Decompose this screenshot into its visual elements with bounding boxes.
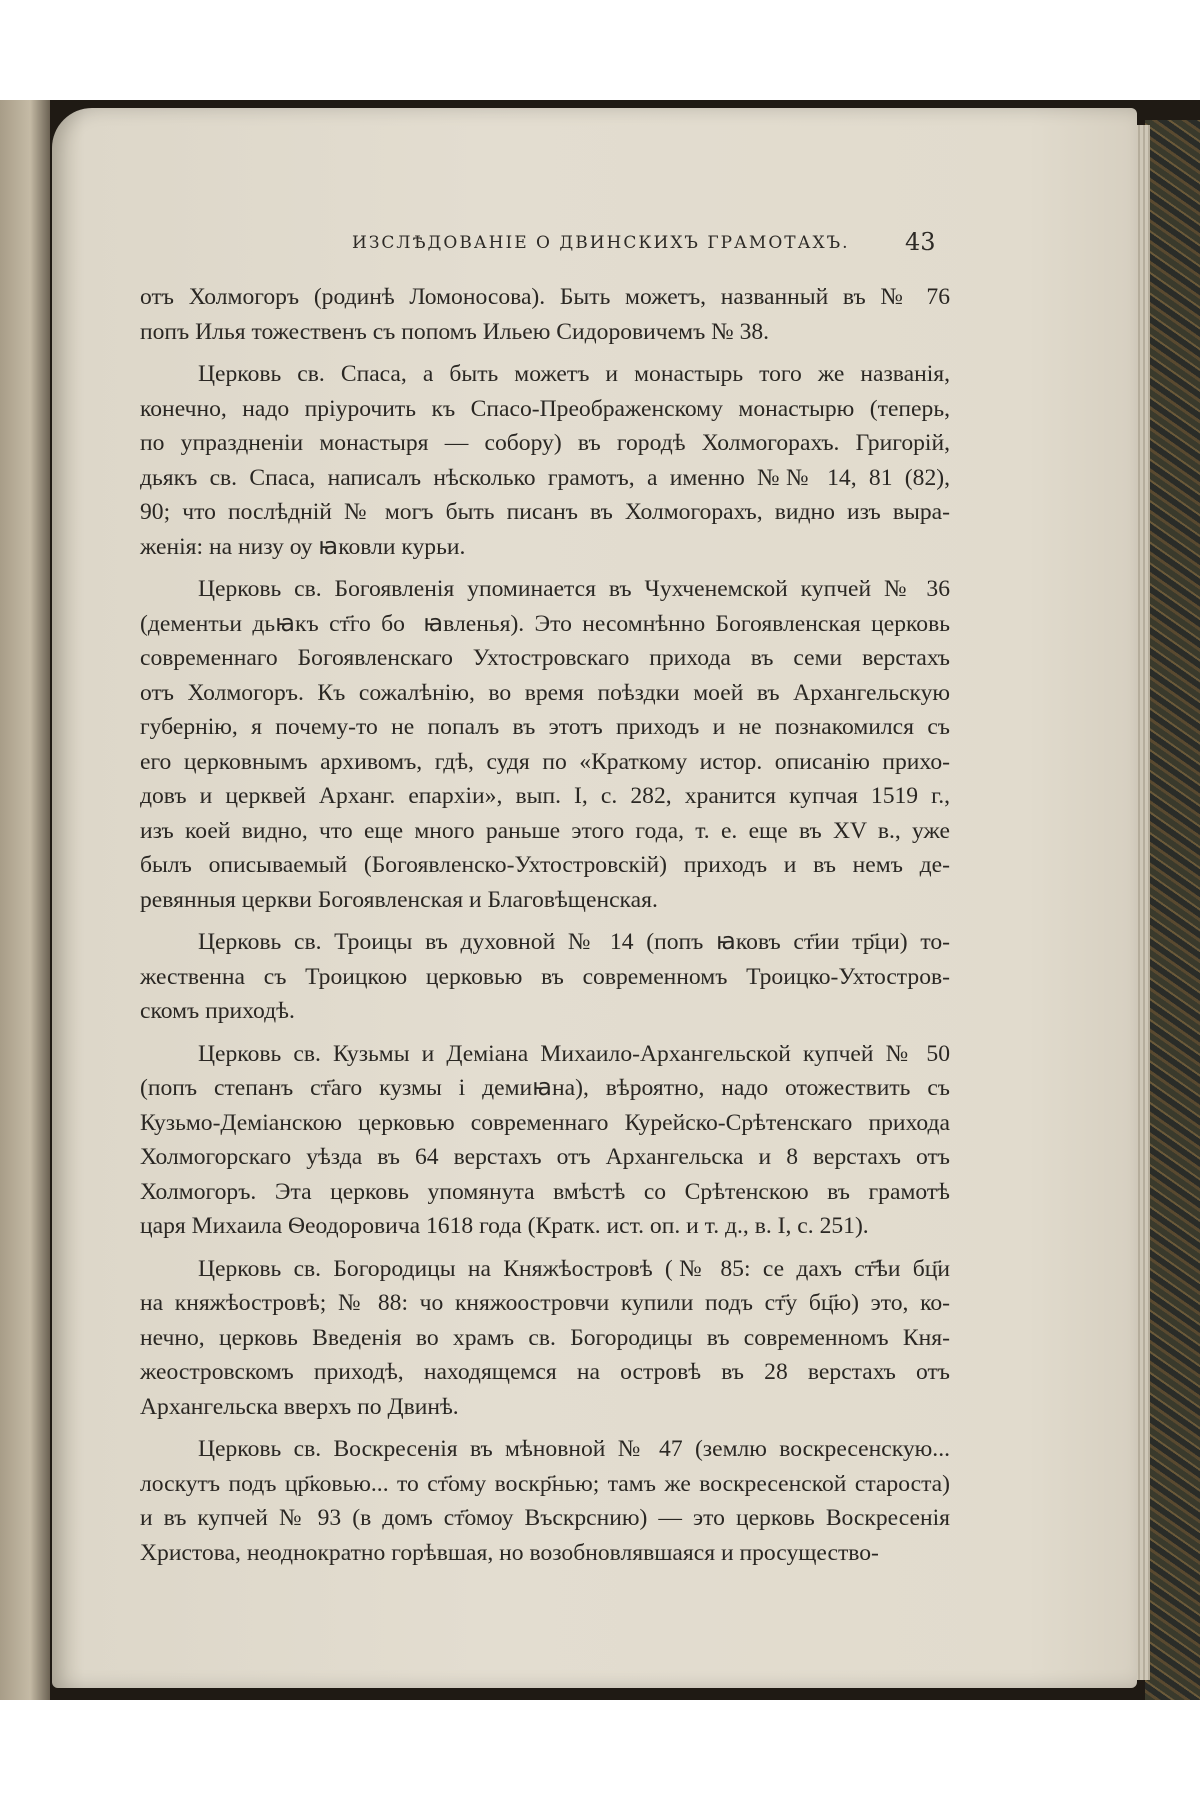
text-line: Кузьмо-Деміанскою церковью современнаго Курейско-Срѣтенскаго прихода [140, 1109, 950, 1136]
paragraph [140, 1432, 950, 1570]
text-line: лоскутъ подъ цр҃ковью... то ст҃ому воскр҃нью; тамъ же воскресенской староста) [140, 1470, 950, 1497]
text-line: Холмогоръ. Эта церковь упомянута вмѣстѣ со Срѣтенскою въ грамотѣ [140, 1178, 950, 1205]
text-line: Церковь св. Спаса, а быть можетъ и монастырь того же названія, [198, 361, 950, 387]
paragraph [140, 1252, 950, 1425]
text-line: скомъ приходѣ. [140, 998, 295, 1024]
text-line: Церковь св. Троицы въ духовной № 14 (попъ ꙗковъ ст҃ии тр҃ци) то- [198, 929, 950, 955]
book-binding [1145, 120, 1200, 1700]
text-line: конечно, надо пріурочить къ Спасо-Преображенскому монастырю (теперь, [140, 395, 950, 422]
text-line: Церковь св. Воскресенія въ мѣновной № 47 (землю воскресенскую... [198, 1436, 950, 1462]
text-line: изъ коей видно, что еще много раньше этого года, т. е. еще въ XV в., уже [140, 817, 950, 844]
text-line: нечно, церковь Введенія во храмъ св. Богородицы въ современномъ Кня- [140, 1324, 950, 1351]
text-line: (дементьи дьꙗкъ ст҃го бо꙯ꙗвленья). Это несомнѣнно Богоявленская церковь [140, 610, 950, 637]
paragraph-gap [140, 564, 950, 572]
paragraph-gap [140, 1424, 950, 1432]
text-line: губернію, я почему-то не попалъ въ этотъ приходъ и не познакомился съ [140, 714, 950, 740]
text-line: довъ и церквей Арханг. епархіи», вып. I, с. 282, хранится купчая 1519 г., [140, 783, 950, 809]
paragraph [140, 572, 950, 917]
text-line: Церковь св. Кузьмы и Деміана Михаило-Архангельской купчей № 50 [198, 1040, 950, 1067]
paragraph [140, 925, 950, 1029]
paragraph-gap [140, 1244, 950, 1252]
text-line: жественна съ Троицкою церковью въ современномъ Троицко-Ухтостров- [140, 963, 950, 990]
paragraph [140, 1037, 950, 1244]
text-line: дьякъ св. Спаса, написалъ нѣсколько грамотъ, а именно №№ 14, 81 (82), [140, 464, 950, 491]
text-line: царя Михаила Ѳеодоровича 1618 года (Кратк. ист. оп. и т. д., в. I, с. 251). [140, 1213, 869, 1239]
text-line: современнаго Богоявленскаго Ухтостровскаго прихода въ семи верстахъ [140, 645, 950, 671]
text-line: на княжѣостровѣ; № 88: чо княжоостровчи купили подъ ст҃у бц҃ю) это, ко- [140, 1290, 950, 1316]
paragraph-gap [140, 1029, 950, 1037]
text-line: Церковь св. Богородицы на Княжѣостровѣ (№ 85: се дахъ ст҃ѣи бц҃и [198, 1255, 950, 1282]
text-line: былъ описываемый (Богоявленско-Ухтостровскій) приходъ и въ немъ де- [140, 852, 950, 878]
text-line: женія: на низу оу ꙗковли курьи. [140, 533, 466, 560]
paragraph [140, 280, 950, 349]
paragraph-gap [140, 917, 950, 925]
text-line: Холмогорскаго уѣзда въ 64 верстахъ отъ Архангельска и 8 верстахъ отъ [140, 1144, 950, 1170]
text-line: по упраздненіи монастыря — собору) въ городѣ Холмогорахъ. Григорій, [140, 430, 950, 456]
text-line: Архангельска вверхъ по Двинѣ. [140, 1393, 459, 1420]
body-text [140, 280, 950, 1570]
running-header: ИЗСЛѢДОВАНІЕ О ДВИНСКИХЪ ГРАМОТАХЪ. [352, 233, 850, 253]
text-line: Церковь св. Богоявленія упоминается въ Чухченемской купчей № 36 [198, 576, 950, 602]
text-line: и въ купчей № 93 (в домъ ст҃омоу Въскрснию) — это церковь Воскресенія [140, 1505, 950, 1531]
text-line: жеостровскомъ приходѣ, находящемся на островѣ въ 28 верстахъ отъ [140, 1359, 950, 1385]
text-line: попъ Илья тожественъ съ попомъ Ильею Сидоровичемъ № 38. [140, 318, 770, 345]
text-line: его церковнымъ архивомъ, гдѣ, судя по «Краткому истор. описанію прихо- [140, 748, 950, 775]
text-line: отъ Холмогоръ (родинѣ Ломоносова). Быть можетъ, названный въ № 76 [140, 284, 950, 310]
text-line: 90; что послѣдній № могъ быть писанъ въ Холмогорахъ, видно изъ выра- [140, 499, 950, 525]
text-line: (попъ степанъ ст҃аго кузмы і демиꙗна), вѣроятно, надо отожествить съ [140, 1075, 950, 1101]
text-line: отъ Холмогоръ. Къ сожалѣнію, во время поѣздки моей въ Архангельскую [140, 679, 950, 706]
text-line: ревянныя церкви Богоявленская и Благовѣщенская. [140, 886, 658, 913]
page-number: 43 [905, 228, 936, 256]
facing-page-edge [0, 100, 50, 1700]
text-line: Христова, неоднократно горѣвшая, но возобновлявшаяся и просущество- [140, 1539, 879, 1566]
paragraph-gap [140, 349, 950, 357]
paragraph [140, 357, 950, 564]
